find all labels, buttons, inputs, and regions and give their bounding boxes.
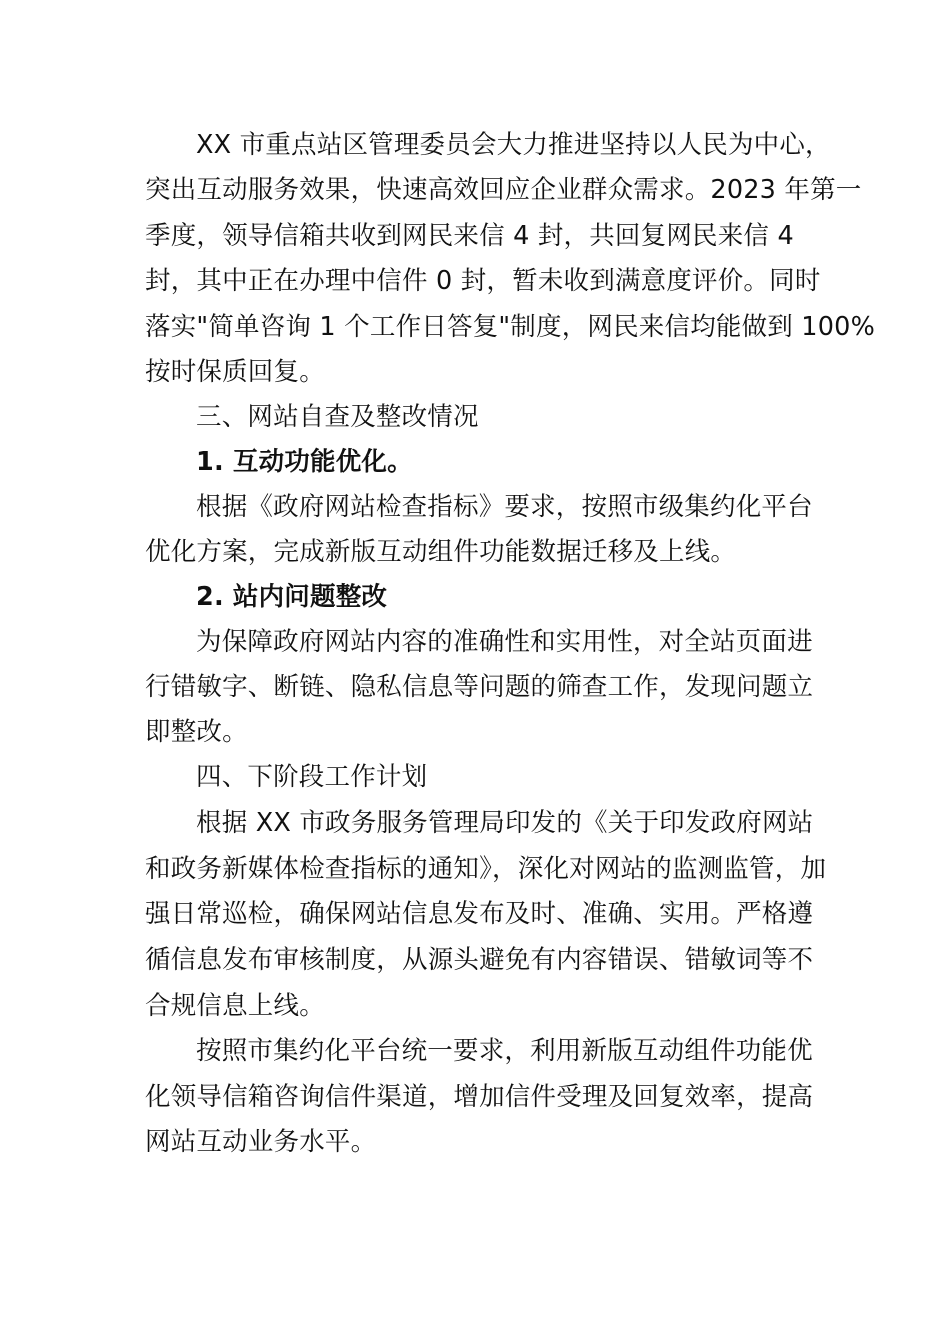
subsection-heading: 2. 站内问题整改 — [196, 582, 388, 612]
paragraph-line: 季度，领导信箱共收到网民来信 4 封，共回复网民来信 4 — [145, 221, 794, 251]
paragraph-line: 合规信息上线。 — [145, 991, 325, 1021]
paragraph-line: 优化方案，完成新版互动组件功能数据迁移及上线。 — [145, 537, 737, 567]
section-heading: 三、网站自查及整改情况 — [196, 402, 479, 432]
paragraph-line: 行错敏字、断链、隐私信息等问题的筛查工作，发现问题立 — [145, 672, 814, 702]
paragraph-line: 封，其中正在办理中信件 0 封，暂未收到满意度评价。同时 — [145, 266, 821, 296]
paragraph-line: 落实"简单咨询 1 个工作日答复"制度，网民来信均能做到 100% — [145, 312, 876, 342]
paragraph-line: 和政务新媒体检查指标的通知》，深化对网站的监测监管，加 — [145, 854, 827, 884]
paragraph-line: 根据《政府网站检查指标》要求，按照市级集约化平台 — [196, 492, 813, 522]
paragraph-line: 为保障政府网站内容的准确性和实用性，对全站页面进 — [196, 627, 813, 657]
section-heading: 四、下阶段工作计划 — [196, 762, 428, 792]
paragraph-line: 按时保质回复。 — [145, 357, 325, 387]
paragraph-line: 循信息发布审核制度，从源头避免有内容错误、错敏词等不 — [145, 945, 814, 975]
subsection-heading: 1. 互动功能优化。 — [196, 447, 413, 477]
paragraph-line: 强日常巡检，确保网站信息发布及时、准确、实用。严格遵 — [145, 899, 814, 929]
paragraph-line: 根据 XX 市政务服务管理局印发的《关于印发政府网站 — [196, 808, 814, 838]
paragraph-line: 突出互动服务效果，快速高效回应企业群众需求。2023 年第一 — [145, 175, 862, 205]
paragraph-line: 网站互动业务水平。 — [145, 1127, 377, 1157]
paragraph-line: 即整改。 — [145, 717, 248, 747]
paragraph-line: 按照市集约化平台统一要求，利用新版互动组件功能优 — [196, 1036, 813, 1066]
paragraph-line: 化领导信箱咨询信件渠道，增加信件受理及回复效率，提高 — [145, 1082, 814, 1112]
paragraph-line: XX 市重点站区管理委员会大力推进坚持以人民为中心， — [196, 130, 831, 160]
